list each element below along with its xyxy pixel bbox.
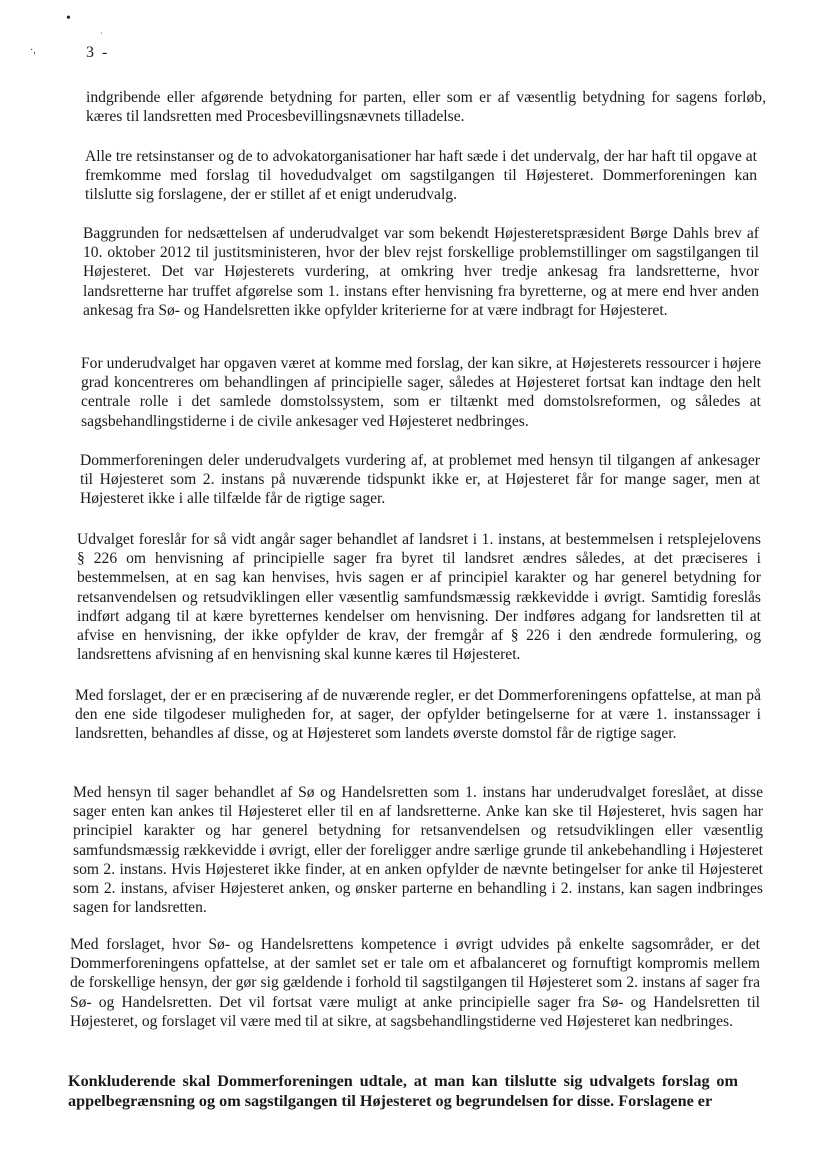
scan-speck: •: [66, 11, 71, 26]
paragraph: Alle tre retsinstanser og de to advokatorganisationer har haft sæde i det undervalg, der har haft til opgave at fremkomme med forslag til hovedudvalget om sagstilgangen til Højesteret. Dommerforeningen kan tilslutte sig forslagene, der er stillet af et enigt underudvalg.: [85, 148, 757, 204]
conclusion-paragraph: Konkluderende skal Dommerforeningen udtale, at man kan tilslutte sig udvalgets forslag om appelbegrænsning og om sagstilgangen til Højesteret og begrundelsen for disse. Forslagene er: [68, 1072, 738, 1110]
paragraph: Med forslaget, hvor Sø- og Handelsrettens kompetence i øvrigt udvides på enkelte sagsområder, er det Dommerforeningens opfattelse, at der samlet set er tale om et afbalanceret og fornuftigt kompromis mellem de forskellige hensyn, der gør sig gældende i forhold til sagstilgangen til Højesteret som 2. instans af sager fra Sø- og Handelsretten. Det vil fortsat være muligt at anke principielle sager fra Sø- og Handelsretten til Højesteret, og forslaget vil være med til at sikre, at sagsbehandlingstiderne ved Højesteret kan nedbringes.: [70, 936, 760, 1030]
scan-speck: ·,: [30, 45, 36, 56]
paragraph: Med forslaget, der er en præcisering af de nuværende regler, er det Dommerforeningens opfattelse, at man på den ene side tilgodeser muligheden for, at sager, der opfylder betingelserne for at være 1. instanssager i landsretten, behandles af disse, og at Højesteret som landets øverste domstol får de rigtige sager.: [75, 687, 761, 743]
scan-speck: ·: [100, 29, 103, 38]
paragraph: Udvalget foreslår for så vidt angår sager behandlet af landsret i 1. instans, at bestemmelsen i retsplejelovens § 226 om henvisning af principielle sager fra byret til landsret ændres således, at det præciseres i bestemmelsen, at en sag kan henvises, hvis sagen er af principiel karakter og har generel betydning for retsanvendelsen og retsudviklingen eller væsentlig samfundsmæssig rækkevidde i øvrigt. Samtidig foreslås indført adgang til at kære byretternes kendelser om henvisning. Der indføres adgang for landsretten til at afvise en henvisning, der ikke opfylder de krav, der fremgår af § 226 i den ændrede formulering, og landsrettens afvisning af en henvisning skal kunne kæres til Højesteret.: [77, 531, 761, 664]
paragraph: Dommerforeningen deler underudvalgets vurdering af, at problemet med hensyn til tilgangen af ankesager til Højesteret som 2. instans på nuværende tidspunkt ikke er, at Højesteret får for mange sager, men at Højesteret ikke i alle tilfælde får de rigtige sager.: [80, 452, 760, 508]
paragraph: Med hensyn til sager behandlet af Sø og Handelsretten som 1. instans har underudvalget foreslået, at disse sager enten kan ankes til Højesteret eller til en af landsretterne. Anke kan ske til Højesteret, hvis sagen har principiel karakter og har generel betydning for retsanvendelsen og retsudviklingen eller væsentlig samfundsmæssig rækkevidde i øvrigt, eller der foreligger andre særlige grunde til ankebehandling i Højesteret som 2. instans. Hvis Højesteret ikke finder, at en anken opfylder de nævnte betingelser for anke til Højesteret som 2. instans, afviser Højesteret anken, og ønsker parterne en behandling i 2. instans, kan sagen indbringes sagen for landsretten.: [73, 784, 763, 917]
page-number: 3 -: [86, 44, 110, 61]
paragraph: For underudvalget har opgaven været at komme med forslag, der kan sikre, at Højesterets ressourcer i højere grad koncentreres om behandlingen af principielle sager, således at Højesteret fortsat kan indtage den helt centrale rolle i det samlede domstolssystem, som er tiltænkt med domstolsreformen, og således at sagsbehandlingstiderne i de civile ankesager ved Højesteret nedbringes.: [81, 355, 761, 430]
paragraph: Baggrunden for nedsættelsen af underudvalget var som bekendt Højesteretspræsident Børge Dahls brev af 10. oktober 2012 til justitsministeren, hvor der blev rejst forskellige problemstillinger om sagstilgangen til Højesteret. Det var Højesterets vurdering, at omkring hver tredje ankesag fra landsretterne, hvor landsretterne har truffet afgørelse som 1. instans efter henvisning fra byretterne, og at mere end hver anden ankesag fra Sø- og Handelsretten ikke opfylder kriterierne for at være indbragt for Højesteret.: [83, 225, 759, 319]
paragraph: indgribende eller afgørende betydning for parten, eller som er af væsentlig betydning for sagens forløb, kæres til landsretten med Procesbevillingsnævnets tilladelse.: [86, 89, 766, 126]
